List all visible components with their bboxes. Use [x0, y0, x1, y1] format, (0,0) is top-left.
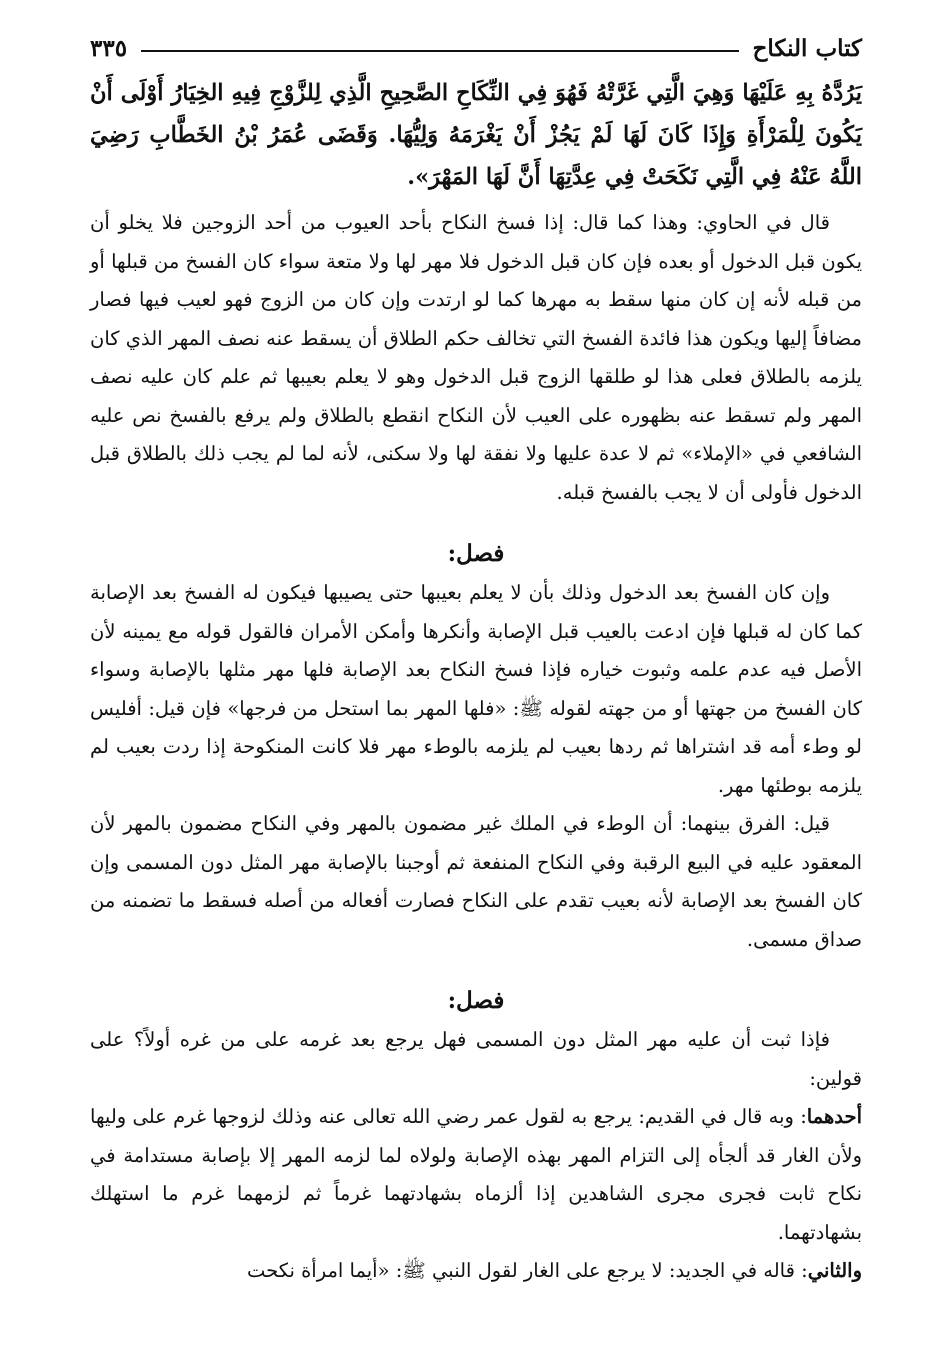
page-header: [90, 28, 862, 68]
section-paragraph: قيل: الفرق بينهما: أن الوطء في الملك غير مضمون بالمهر وفي النكاح مضمون بالمهر لأن المعقود عليه في البيع الرقبة وفي النكاح المنفعة ثم أوجبنا بالإصابة مهر المثل دون المسمى وإن كان الفسخ بعد الإصابة لأنه بعيب تقدم على النكاح فصارت أفعاله من أصله فسقط ما تضمنه من صداق مسمى.: [90, 812, 862, 951]
running-title: كتاب النكاح: [752, 34, 862, 62]
opinion-text: : وبه قال في القديم: يرجع به لقول عمر رضي الله تعالى عنه وذلك لزوجها غرم على وليها ولأن الغار قد ألجأه إلى التزام المهر بهذه الإصابة ولولاه لما لزمه المهر إلا بإصابة مستدامة في نكاح ثابت فجرى مجرى الشاهدين إذا ألزماه بشهادتهما غرماً ثم لزمهما غرم ما استهلك بشهادتهما.: [90, 1105, 862, 1244]
header-rule: [141, 50, 738, 52]
opinion-label: أحدهما: [806, 1105, 862, 1128]
opinion-text: : قاله في الجديد: لا يرجع على الغار لقول النبي ﷺ: «أيما امرأة نكحت: [246, 1259, 808, 1282]
first-opinion-paragraph: [90, 1098, 862, 1252]
section-paragraph: فإذا ثبت أن عليه مهر المثل دون المسمى فهل يرجع بعد غرمه على من غره أولاً؟ على قولين:: [90, 1028, 862, 1090]
matn-text: يَرُدَّهُ بِهِ عَلَيْهَا وَهِيَ الَّتِي غَرَّتْهُ فَهُوَ فِي النِّكَاحِ الصَّحِيحِ الَّذِي لِلزَّوْجِ فِيهِ الخِيَارُ أَوْلَى أَنْ يَكُونَ لِلْمَرْأَةِ وَإِذَا كَانَ لَهَا لَمْ يَجُزْ أَنْ يَغْرَمَهُ وَلِيُّهَا. وَقَضَى عُمَرُ بْنُ الخَطَّابِ رَضِيَ اللَّهُ عَنْهُ فِي الَّتِي نَكَحَتْ فِي عِدَّتِهَا أَنَّ لَهَا المَهْرَ».: [90, 80, 862, 190]
commentary-paragraph: قال في الحاوي: وهذا كما قال: إذا فسخ النكاح بأحد العيوب من أحد الزوجين فلا يخلو أن يكون قبل الدخول أو بعده فإن كان قبل الدخول فلا مهر لها ولا متعة سواء كان الفسخ من قبلها أو من قبله لأنه إن كان منها سقط به مهرها كما لو ارتدت وإن كان من الزوج فهو لعيب فيها فصار مضافاً إليها ويكون هذا فائدة الفسخ التي تخالف حكم الطلاق أن يسقط عنه نصف المهر الذي كان يلزمه بالطلاق فعلى هذا لو طلقها الزوج قبل الدخول وهو لا يعلم بعيبها ثم علم كان عليه نصف المهر ولم تسقط عنه بظهوره على العيب لأن النكاح انقطع بالطلاق ولم يرفع بالفسخ نص عليه الشافعي في «الإملاء» ثم لا عدة عليها ولا نفقة لها ولا سكنى، لأنه لما لم يجب ذلك بالطلاق قبل الدخول فأولى أن لا يجب بالفسخ قبله.: [90, 211, 862, 504]
second-opinion-paragraph: [90, 1252, 862, 1291]
opinion-label: والثاني: [807, 1259, 862, 1282]
section-paragraph: وإن كان الفسخ بعد الدخول وذلك بأن لا يعلم بعيبها حتى يصيبها فيكون له الفسخ بعد الإصابة كما كان له قبلها فإن ادعت بالعيب قبل الإصابة وأنكرها وأمكن الأمران فالقول قوله مع يمينه لأن الأصل فيه عدم علمه وثبوت خياره فإذا فسخ النكاح بعد الإصابة فلها مهر مثلها بالإصابة وسواء كان الفسخ من جهتها أو من جهته لقوله ﷺ: «فلها المهر بما استحل من فرجها» فإن قيل: أفليس لو وطء أمه قد اشتراها ثم ردها بعيب لم يلزمه بالوطء مهر فلا كانت المنكوحة إذا ردت بعيب لم يلزمه بوطئها مهر.: [90, 581, 862, 797]
section-heading: فصل:: [447, 987, 505, 1014]
page-number: ٣٣٥: [90, 34, 128, 62]
section-heading: فصل:: [447, 540, 505, 567]
book-page: [90, 28, 862, 1291]
